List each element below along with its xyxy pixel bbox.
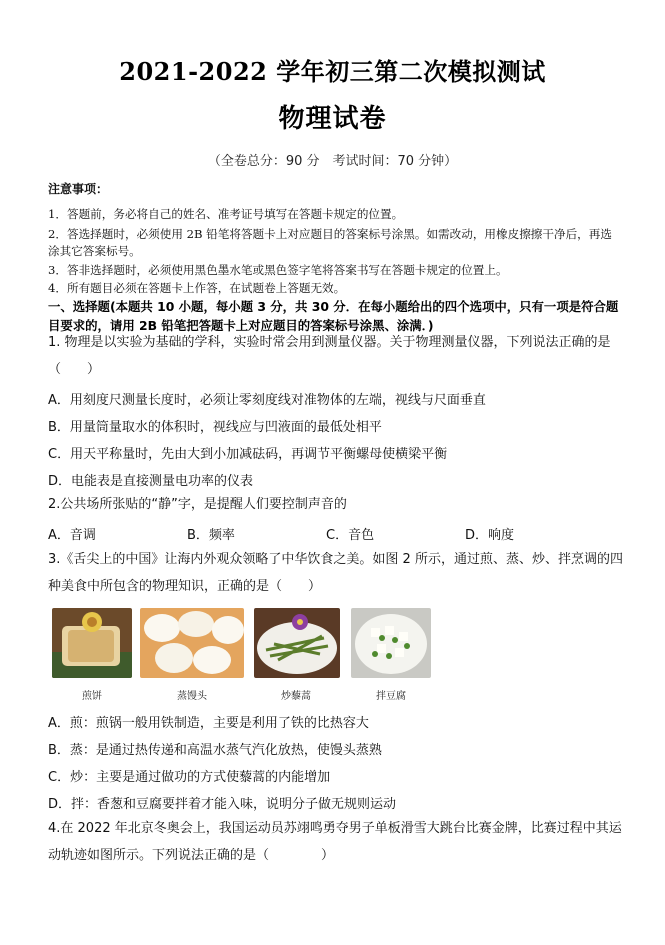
score-time-line: （全卷总分：90 分 考试时间：70 分钟）: [207, 154, 458, 169]
question-stem: 4.在 2022 年北京冬奥会上，我国运动员苏翊鸣勇夺男子单板滑雪大跳台比赛金牌，比赛过程中其运动轨迹如图所示。下列说法正确的是（ ）: [48, 821, 622, 863]
option-b: B．频率: [187, 528, 235, 543]
notice-item: 2．答选择题时，必须使用 2B 铅笔将答题卡上对应题目的答案标号涂黑。如需改动，用橡皮擦擦干净后，再选涂其它答案标号。: [48, 227, 612, 258]
option-a: A．音调: [48, 528, 96, 543]
food-photo-stir-fry: [254, 608, 340, 678]
photo-caption: 蒸馒头: [177, 691, 207, 702]
option-a: A．用刻度尺测量长度时，必须让零刻度线对准物体的左端，视线与尺面垂直: [48, 393, 486, 408]
option-c: C．音色: [326, 528, 375, 543]
photo-caption: 炒藜蒿: [281, 691, 311, 702]
option-c: C．用天平称量时，先由大到小加减砝码，再调节平衡螺母使横梁平衡: [48, 447, 448, 462]
food-photo-tofu: [351, 608, 431, 678]
photo-caption: 拌豆腐: [376, 691, 406, 702]
question-stem: 3.《舌尖上的中国》让海内外观众领略了中华饮食之美。如图 2 所示，通过煎、蒸、炒、拌烹调的四种美食中所包含的物理知识，正确的是（ ）: [48, 552, 623, 594]
notice-heading: 注意事项：: [48, 182, 109, 196]
section-heading: 一、选择题(本题共 10 小题，每小题 3 分，共 30 分．在每小题给出的四个选项中，只有一项是符合题目要求的，请用 2B 铅笔把答题卡上对应题目的答案标号涂黑、涂满．): [48, 299, 619, 333]
photo-caption: 煎饼: [82, 691, 102, 702]
notice-item: 4．所有题目必须在答题卡上作答，在试题卷上答题无效。: [48, 281, 346, 295]
option-d: D．拌：香葱和豆腐要拌着才能入味，说明分子做无规则运动: [48, 797, 397, 812]
option-d: D．电能表是直接测量电功率的仪表: [48, 474, 254, 489]
exam-subtitle: 物理试卷: [278, 104, 387, 134]
option-a: A．煎：煎锅一般用铁制造，主要是利用了铁的比热容大: [48, 716, 369, 731]
food-photo-pancake: [52, 608, 132, 678]
food-photo-steamed-bun: [140, 608, 244, 678]
question-stem: 2.公共场所张贴的“静”字，是提醒人们要控制声音的: [48, 497, 347, 512]
notice-item: 3．答非选择题时，必须使用黑色墨水笔或黑色签字笔将答案书写在答题卡规定的位置上。: [48, 263, 508, 277]
notice-item: 1．答题前，务必将自己的姓名、准考证号填写在答题卡规定的位置。: [48, 207, 404, 221]
option-row: [48, 524, 628, 543]
question-stem: 1. 物理是以实验为基础的学科，实验时常会用到测量仪器。关于物理测量仪器，下列说法正确的是（ ）: [48, 335, 611, 377]
option-d: D．响度: [465, 528, 515, 543]
option-c: C．炒：主要是通过做功的方式使藜蒿的内能增加: [48, 770, 331, 785]
exam-title: 2021-2022 学年初三第二次模拟测试: [119, 57, 546, 86]
option-b: B．用量筒量取水的体积时，视线应与凹液面的最低处相平: [48, 420, 382, 435]
option-b: B．蒸：是通过热传递和高温水蒸气汽化放热，使馒头蒸熟: [48, 743, 382, 758]
